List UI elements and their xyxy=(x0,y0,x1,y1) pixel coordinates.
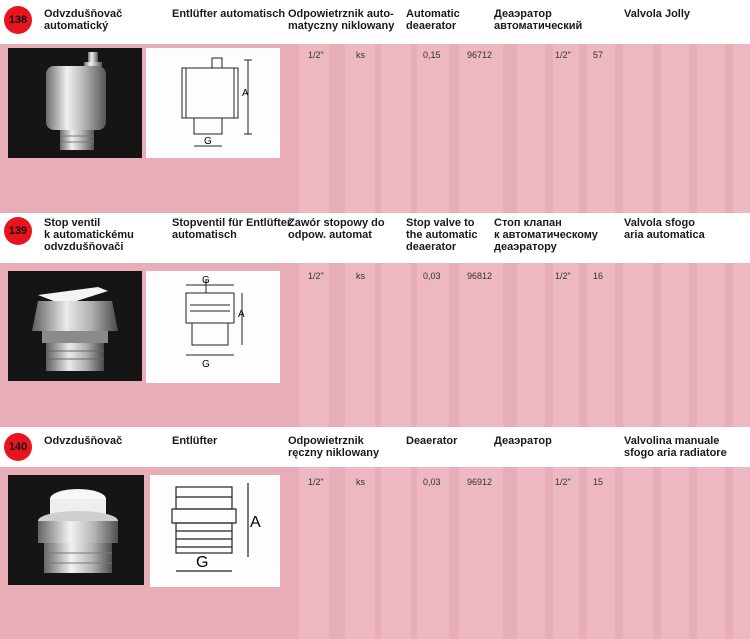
row-header xyxy=(0,213,750,263)
col-2 xyxy=(345,44,375,213)
value-size2: 1/2" xyxy=(555,50,571,60)
header-cs: Odvzdušňovač automatický xyxy=(44,8,123,32)
header-ru: Стоп клапан к автоматическому деаэратору xyxy=(494,217,598,253)
dim-g-label: G xyxy=(196,554,209,571)
col-8 xyxy=(587,44,615,213)
value-qty: 57 xyxy=(593,50,604,60)
col-6 xyxy=(517,44,545,213)
col-4 xyxy=(417,467,449,639)
col-5 xyxy=(459,467,503,639)
value-unit: ks xyxy=(356,271,365,281)
col-10 xyxy=(661,467,689,639)
col-1 xyxy=(299,467,329,639)
header-de: Stopventil für Entlüfter automatisch xyxy=(172,217,292,241)
technical-drawing xyxy=(146,271,280,383)
col-1 xyxy=(299,263,329,427)
dim-a-label: A xyxy=(242,88,249,99)
col-12 xyxy=(733,44,750,213)
dim-a-label: A xyxy=(238,309,245,320)
col-2 xyxy=(345,263,375,427)
header-pl: Odpowietrznik ręczny niklowany xyxy=(288,435,380,459)
technical-drawing xyxy=(150,475,280,587)
row-header xyxy=(0,427,750,467)
data-columns xyxy=(283,44,750,213)
header-ru: Деаэратор автоматический xyxy=(494,8,583,32)
product-photo xyxy=(8,271,142,381)
col-6 xyxy=(517,467,545,639)
value-unit: ks xyxy=(356,477,365,487)
automatic-air-vent-image xyxy=(8,48,142,158)
dim-g-label: G xyxy=(204,136,212,147)
value-size2: 1/2" xyxy=(555,271,571,281)
manual-air-vent-image xyxy=(8,475,144,585)
col-11 xyxy=(697,467,725,639)
col-12 xyxy=(733,467,750,639)
col-1 xyxy=(299,44,329,213)
value-unit: ks xyxy=(356,50,365,60)
technical-drawing xyxy=(146,48,280,158)
col-7 xyxy=(553,467,579,639)
header-it: Valvolina manuale sfogo aria radiatore xyxy=(624,435,727,459)
header-it: Valvola sfogo aria automatica xyxy=(624,217,705,241)
col-11 xyxy=(697,44,725,213)
col-3 xyxy=(381,44,411,213)
dim-g-top-label: G xyxy=(202,275,210,286)
header-de: Entlüfter automatisch xyxy=(172,8,286,20)
col-2 xyxy=(345,467,375,639)
col-12 xyxy=(733,263,750,427)
col-8 xyxy=(587,263,615,427)
header-ru: Деаэратор xyxy=(494,435,552,447)
value-weight: 0,03 xyxy=(423,477,441,487)
data-columns xyxy=(283,467,750,639)
product-photo xyxy=(8,475,144,585)
data-columns xyxy=(283,263,750,427)
header-it: Valvola Jolly xyxy=(624,8,691,20)
value-size: 1/2" xyxy=(308,477,324,487)
value-code: 96912 xyxy=(467,477,493,487)
header-pl: Odpowietrznik auto- matyczny niklowany xyxy=(288,8,395,32)
value-weight: 0,03 xyxy=(423,271,441,281)
value-qty: 15 xyxy=(593,477,604,487)
col-9 xyxy=(623,44,653,213)
row-header xyxy=(0,0,750,44)
col-9 xyxy=(623,467,653,639)
col-4 xyxy=(417,263,449,427)
header-en: Stop valve to the automatic deaerator xyxy=(406,217,478,253)
dimension-drawing xyxy=(150,475,280,587)
value-weight: 0,15 xyxy=(423,50,441,60)
col-11 xyxy=(697,263,725,427)
col-7 xyxy=(553,263,579,427)
col-5 xyxy=(459,44,503,213)
col-5 xyxy=(459,263,503,427)
col-3 xyxy=(381,263,411,427)
col-8 xyxy=(587,467,615,639)
header-pl: Zawór stopowy do odpow. automat xyxy=(288,217,385,241)
col-7 xyxy=(553,44,579,213)
product-row-140 xyxy=(0,427,750,639)
value-size: 1/2" xyxy=(308,271,324,281)
col-9 xyxy=(623,263,653,427)
item-number-badge: 138 xyxy=(4,6,32,34)
header-cs: Stop ventil k automatickému odvzdušňovači xyxy=(44,217,134,253)
dimension-drawing xyxy=(146,271,280,383)
value-size: 1/2" xyxy=(308,50,324,60)
header-de: Entlüfter xyxy=(172,435,218,447)
value-qty: 16 xyxy=(593,271,604,281)
value-code: 96712 xyxy=(467,50,493,60)
col-10 xyxy=(661,44,689,213)
item-number-badge: 140 xyxy=(4,433,32,461)
col-6 xyxy=(517,263,545,427)
dim-a-label: A xyxy=(250,514,261,531)
header-en: Automatic deaerator xyxy=(406,8,460,32)
item-number-badge: 139 xyxy=(4,217,32,245)
header-en: Deaerator xyxy=(406,435,458,447)
product-photo xyxy=(8,48,142,158)
header-cs: Odvzdušňovač xyxy=(44,435,123,447)
dim-g-bottom-label: G xyxy=(202,359,210,370)
value-code: 96812 xyxy=(467,271,493,281)
col-3 xyxy=(381,467,411,639)
value-size2: 1/2" xyxy=(555,477,571,487)
stop-valve-image xyxy=(8,271,142,381)
product-row-139 xyxy=(0,213,750,427)
col-4 xyxy=(417,44,449,213)
product-row-138 xyxy=(0,0,750,213)
dimension-drawing xyxy=(146,48,280,158)
col-10 xyxy=(661,263,689,427)
